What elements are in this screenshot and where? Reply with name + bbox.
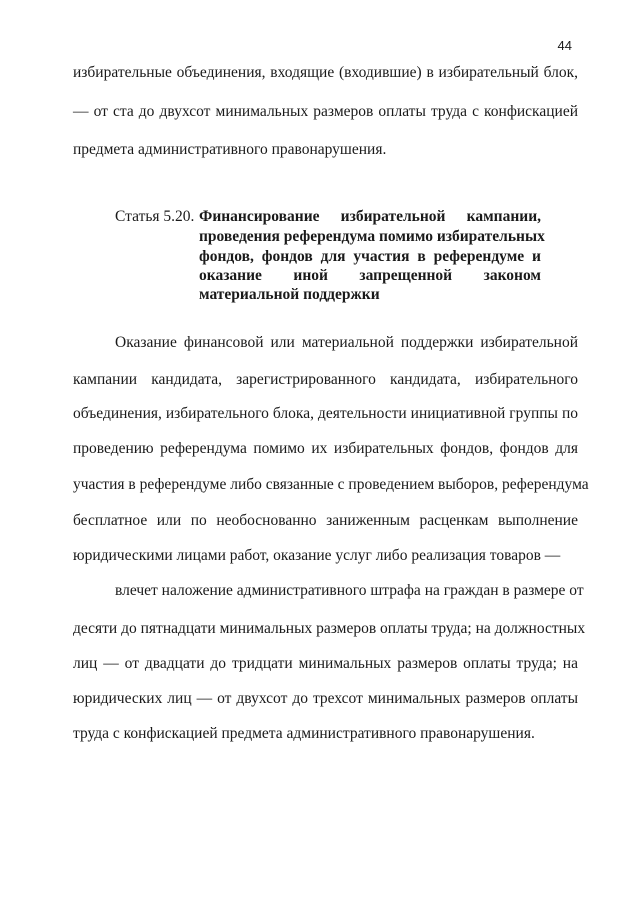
intro-line-3: предмета административного правонарушения. [73,141,387,158]
paragraph-1-line-4: проведению референдума помимо их избирательных фондов, фондов для [73,440,578,457]
article-title-line-4: оказание иной запрещенной законом [199,267,541,284]
paragraph-1-line-1: Оказание финансовой или материальной поддержки избирательной [115,334,578,351]
article-title-line-5: материальной поддержки [199,286,380,303]
intro-line-1: избирательные объединения, входящие (входившие) в избирательный блок, [73,64,578,81]
paragraph-2-line-2: десяти до пятнадцати минимальных размеров оплаты труда; на должностных [73,620,586,637]
paragraph-2-line-1: влечет наложение административного штрафа на граждан в размере от [115,582,584,599]
intro-line-2: — от ста до двухсот минимальных размеров оплаты труда с конфискацией [73,103,578,120]
article-title-line-3: фондов, фондов для участия в референдуме и [199,248,541,265]
article-number: Статья 5.20. [115,208,195,225]
paragraph-2-line-5: труда с конфискацией предмета административного правонарушения. [73,725,535,742]
paragraph-1-line-6: бесплатное или по необоснованно заниженным расценкам выполнение [73,512,578,529]
page-number: 44 [557,38,572,53]
paragraph-1-line-2: кампании кандидата, зарегистрированного кандидата, избирательного [73,371,578,388]
paragraph-2-line-4: юридических лиц — от двухсот до трехсот минимальных размеров оплаты [73,690,578,707]
article-title-line-1: Финансирование избирательной кампании, [199,208,541,225]
paragraph-1-line-3: объединения, избирательного блока, деятельности инициативной группы по [73,405,578,422]
article-title-line-2: проведения референдума помимо избирательных [199,228,545,245]
paragraph-1-line-5: участия в референдуме либо связанные с проведением выборов, референдума [73,476,589,493]
paragraph-2-line-3: лиц — от двадцати до тридцати минимальных размеров оплаты труда; на [73,655,578,672]
paragraph-1-line-7: юридическими лицами работ, оказание услуг либо реализация товаров — [73,547,561,564]
